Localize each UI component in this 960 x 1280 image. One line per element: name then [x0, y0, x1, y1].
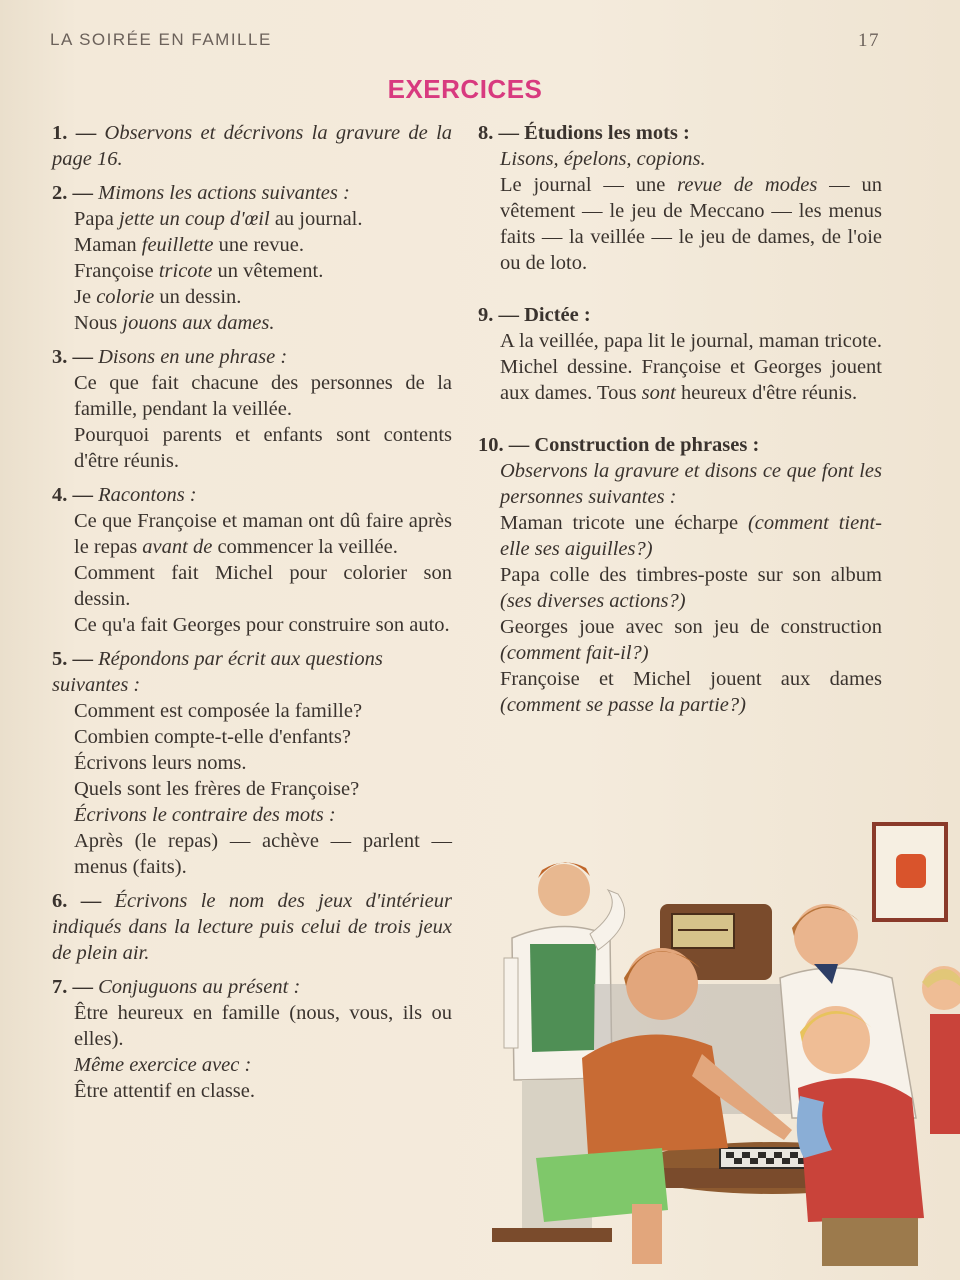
exercise-number: 3. — [52, 346, 93, 368]
text-line: Je colorie un dessin. [74, 286, 242, 308]
exercise-title: Mimons les actions suivantes : [98, 182, 350, 204]
exercise-title: Répondons par écrit aux questions suivantes : [52, 648, 383, 696]
exercise-5 [52, 646, 452, 880]
text-line: Même exercice avec : [74, 1054, 252, 1076]
text-paragraph: Pourquoi parents et enfants sont contents d'être réunis. [74, 424, 452, 472]
text-line: Écrivons le contraire des mots : [74, 804, 336, 826]
text-paragraph: Maman tricote une écharpe (comment tient-elle ses aiguilles?) [500, 512, 882, 560]
exercise-title: Conjuguons au présent : [98, 976, 301, 998]
exercise-title: Observons et décrivons la gravure de la page 16. [52, 122, 453, 170]
text-paragraph: Comment fait Michel pour colorier son dessin. [74, 562, 452, 610]
exercise-number: 2. — [52, 182, 93, 204]
exercise-title: Écrivons le nom des jeux d'intérieur indiqués dans la lecture puis celui de trois jeux de plein air. [52, 890, 452, 964]
exercise-number: 8. — [478, 122, 519, 144]
exercise-4 [52, 482, 452, 638]
text-line: Après (le repas) — achève — parlent — menus (faits). [74, 830, 452, 878]
left-column [52, 120, 452, 1112]
exercise-title: Construction de phrases : [534, 434, 760, 456]
text-line: Quels sont les frères de Françoise? [74, 778, 360, 800]
exercise-10 [478, 432, 882, 718]
text-line: Être heureux en famille (nous, vous, ils ou elles). [74, 1002, 452, 1050]
exercise-number: 1. — [52, 122, 97, 144]
exercise-2 [52, 180, 452, 336]
exercise-7 [52, 974, 452, 1104]
exercise-number: 5. — [52, 648, 93, 670]
exercise-1 [52, 120, 452, 172]
exercise-title: Dictée : [524, 304, 591, 326]
family-game-illustration [492, 818, 960, 1280]
text-paragraph: Le journal — une revue de modes — un vêtement — le jeu de Meccano — les menus faits — la veillée — le jeu de dames, de l'oie ou de loto. [500, 174, 882, 274]
text-line: Être attentif en classe. [74, 1080, 255, 1102]
exercise-9 [478, 302, 882, 406]
text-paragraph: Observons la gravure et disons ce que font les personnes suivantes : [500, 460, 882, 508]
running-head [50, 30, 880, 54]
text-line: Françoise tricote un vêtement. [74, 260, 324, 282]
exercise-3 [52, 344, 452, 474]
page-heading: EXERCICES [387, 74, 543, 104]
exercise-6 [52, 888, 452, 966]
exercise-title: Étudions les mots : [524, 122, 690, 144]
text-paragraph: Ce que fait chacune des personnes de la famille, pendant la veillée. [74, 372, 452, 420]
text-line: Comment est composée la famille? [74, 700, 363, 722]
text-line: Lisons, épelons, copions. [500, 148, 706, 170]
right-column [478, 120, 882, 726]
exercise-title: Disons en une phrase : [98, 346, 288, 368]
exercise-number: 4. — [52, 484, 93, 506]
text-paragraph: Ce qu'a fait Georges pour construire son auto. [74, 614, 450, 636]
exercise-number: 9. — [478, 304, 519, 326]
page-number: 17 [858, 30, 880, 51]
text-line: Combien compte-t-elle d'enfants? [74, 726, 351, 748]
wall-picture [874, 824, 946, 920]
text-paragraph: A la veillée, papa lit le journal, maman tricote. Michel dessine. Françoise et Georges jouent aux dames. Tous sont heureux d'être réunis. [500, 330, 882, 404]
exercise-number: 7. — [52, 976, 93, 998]
text-line: Papa jette un coup d'œil au journal. [74, 208, 363, 230]
running-title: LA SOIRÉE EN FAMILLE [50, 30, 272, 49]
exercise-number: 6. — [52, 890, 102, 912]
text-paragraph: Françoise et Michel jouent aux dames (comment se passe la partie?) [500, 668, 882, 716]
text-line: Écrivons leurs noms. [74, 752, 247, 774]
text-paragraph: Georges joue avec son jeu de construction (comment fait-il?) [500, 616, 882, 664]
text-paragraph: Ce que Françoise et maman ont dû faire après le repas avant de commencer la veillée. [74, 510, 452, 558]
exercise-title: Racontons : [98, 484, 197, 506]
boy-right-figure [797, 1006, 924, 1266]
exercise-number: 10. — [478, 434, 530, 456]
text-line: Maman feuillette une revue. [74, 234, 304, 256]
text-paragraph: Papa colle des timbres-poste sur son album (ses diverses actions?) [500, 564, 882, 612]
text-line: Nous jouons aux dames. [74, 312, 275, 334]
child-edge-figure [922, 966, 960, 1134]
exercise-8 [478, 120, 882, 276]
